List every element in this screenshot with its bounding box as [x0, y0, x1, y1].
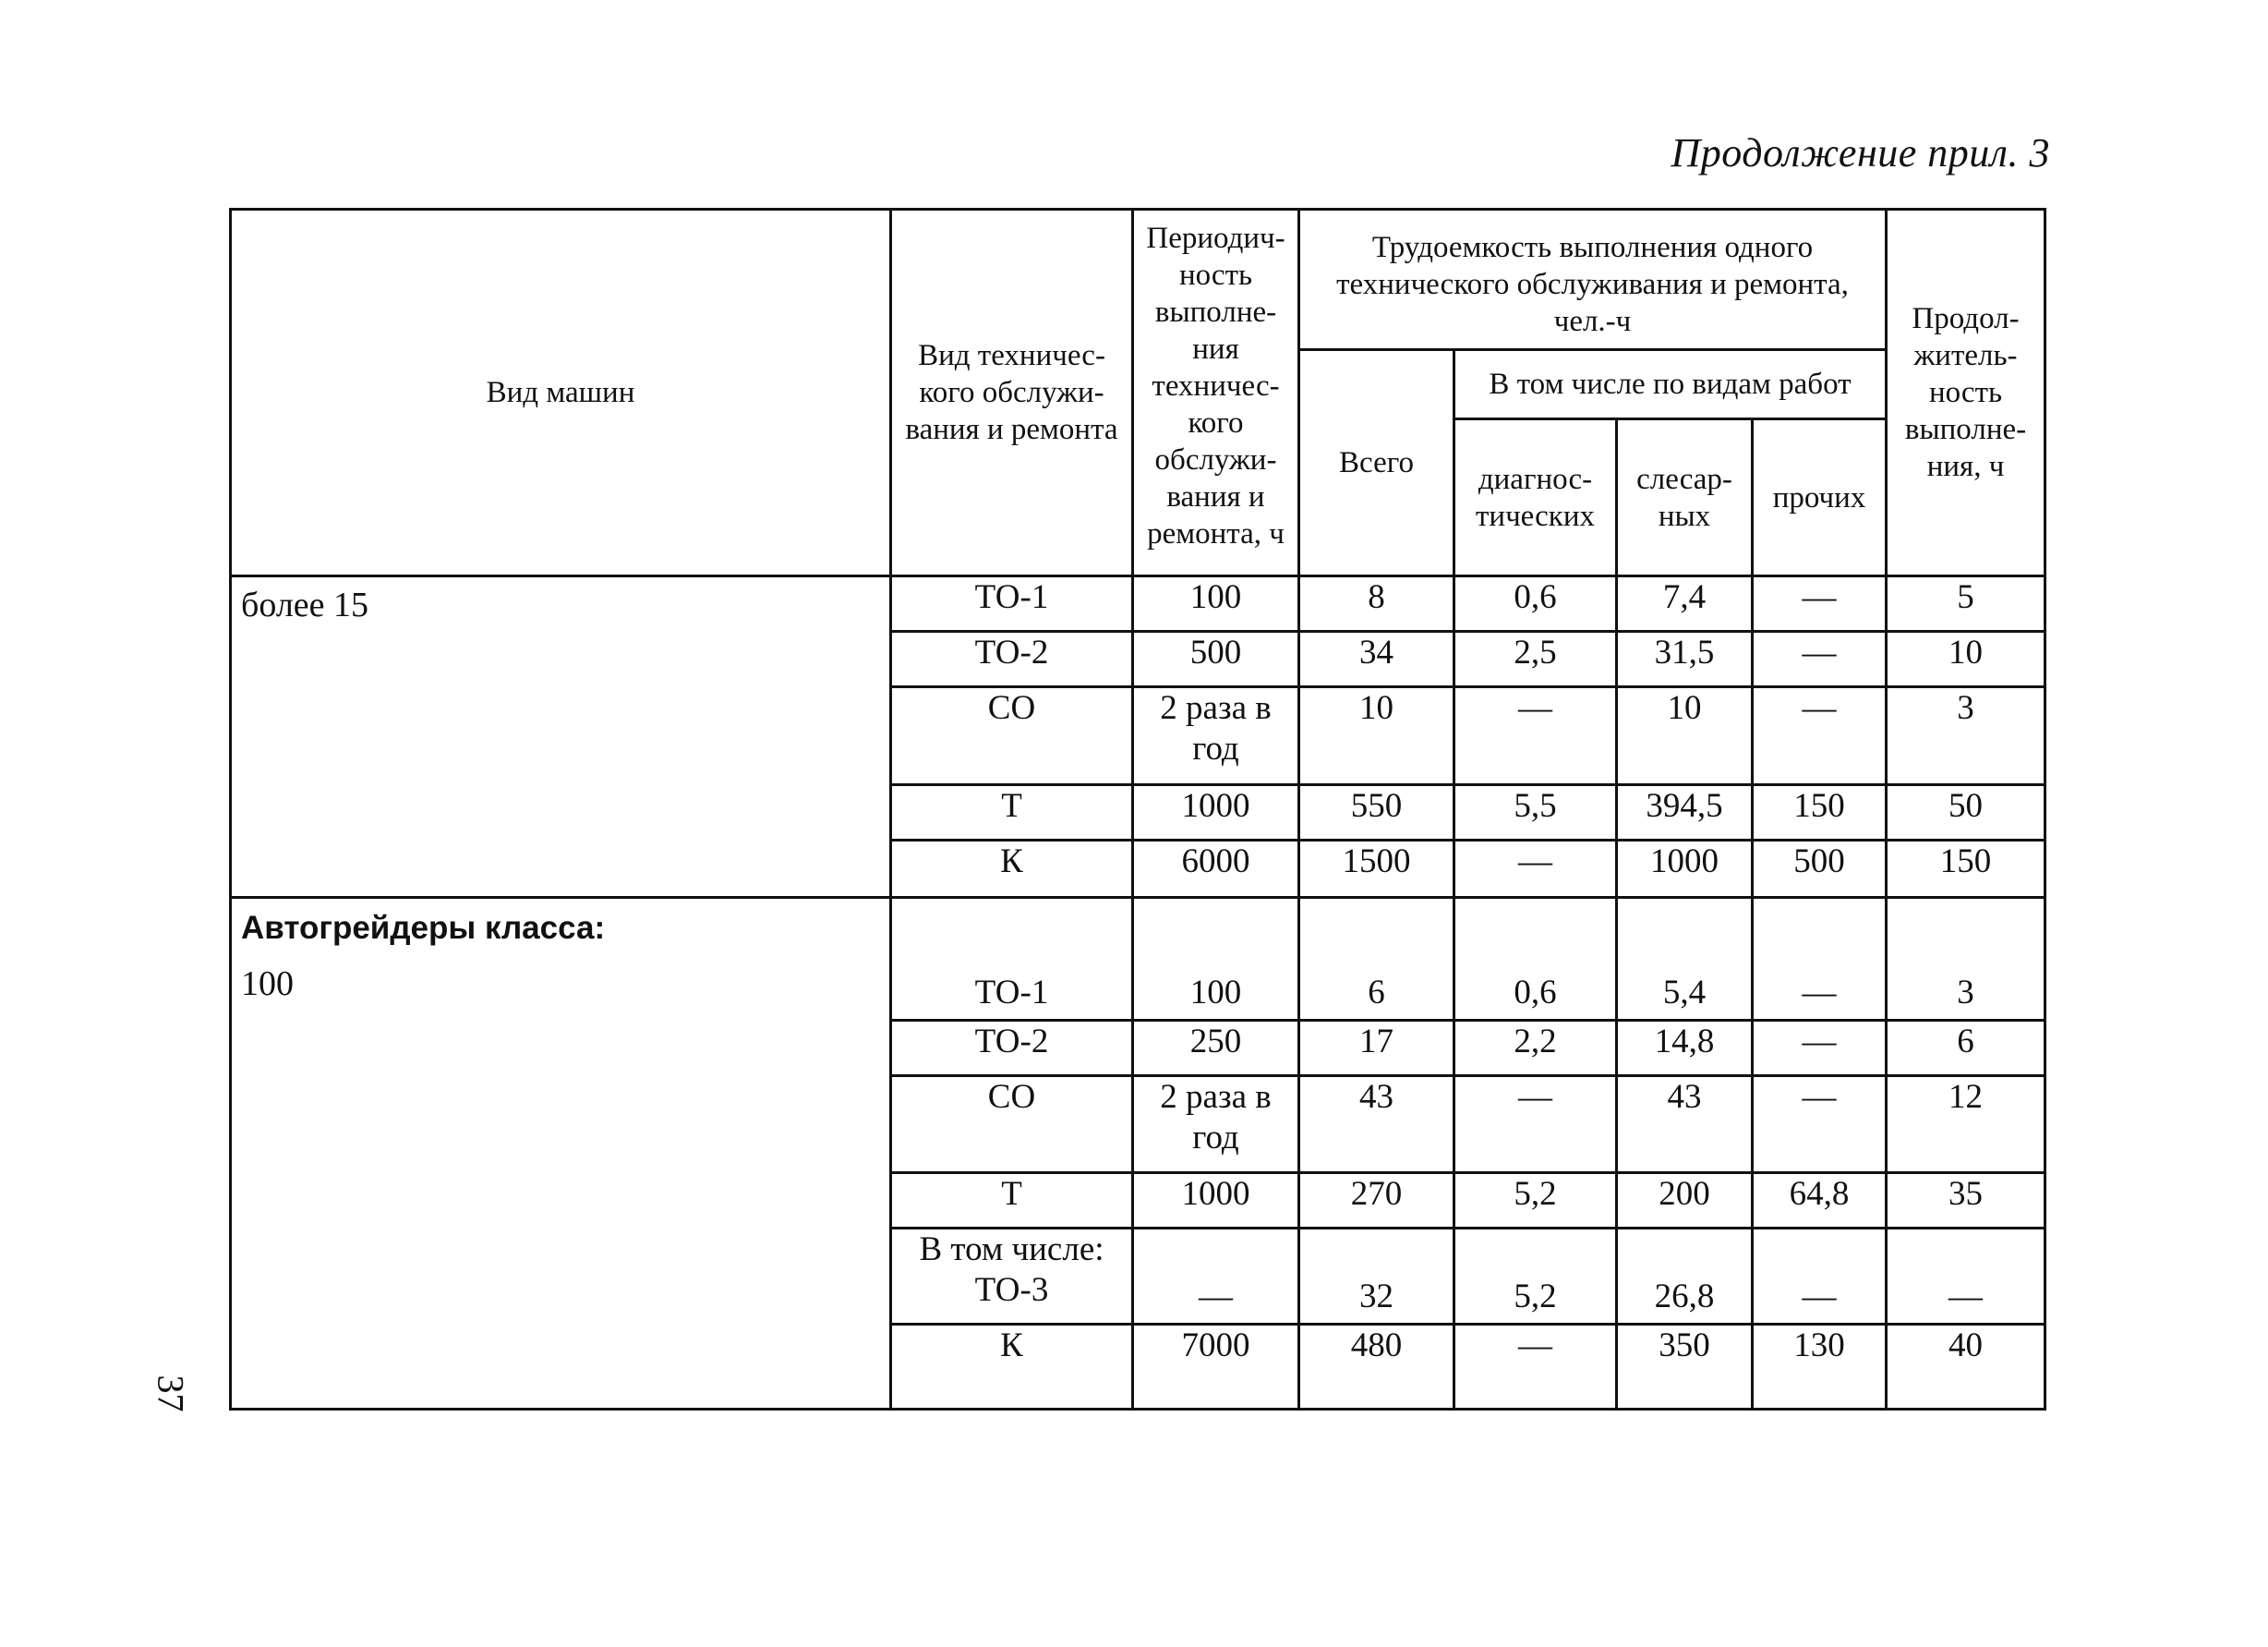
service-cell: К [891, 1325, 1133, 1410]
header-incl-works: В том числе по видам работ [1454, 350, 1887, 419]
diagnostic-cell: 2,5 [1454, 632, 1617, 687]
locksmith-cell: 1000 [1617, 841, 1753, 898]
header-locksmith: слесар-ных [1617, 419, 1753, 576]
service-cell: ТО-2 [891, 632, 1133, 687]
other-cell: 500 [1753, 841, 1887, 898]
table-row [231, 898, 2045, 1021]
duration-cell: 3 [1887, 898, 2045, 1021]
period-cell: 500 [1133, 632, 1299, 687]
service-cell: СО [891, 687, 1133, 785]
diagnostic-cell: 5,5 [1454, 785, 1617, 841]
locksmith-cell: 10 [1617, 687, 1753, 785]
duration-cell: 3 [1887, 687, 2045, 785]
locksmith-cell: 350 [1617, 1325, 1753, 1410]
other-cell: 130 [1753, 1325, 1887, 1410]
locksmith-cell: 394,5 [1617, 785, 1753, 841]
header-service-type: Вид техничес-кого обслужи-вания и ремонта [891, 210, 1133, 576]
duration-cell: 6 [1887, 1021, 2045, 1076]
duration-cell: 40 [1887, 1325, 2045, 1410]
period-cell: 100 [1133, 576, 1299, 632]
locksmith-cell: 5,4 [1617, 898, 1753, 1021]
duration-cell: 150 [1887, 841, 2045, 898]
locksmith-cell: 14,8 [1617, 1021, 1753, 1076]
header-periodicity: Периодич-ность выполне-ния техничес-кого обслужи-вания и ремонта, ч [1133, 210, 1299, 576]
total-cell: 270 [1299, 1173, 1454, 1229]
locksmith-cell: 31,5 [1617, 632, 1753, 687]
duration-cell: — [1887, 1229, 2045, 1325]
machine-class-cell [231, 898, 891, 1410]
total-cell: 480 [1299, 1325, 1454, 1410]
total-cell: 550 [1299, 785, 1454, 841]
duration-cell: 12 [1887, 1076, 2045, 1173]
other-cell: — [1753, 687, 1887, 785]
diagnostic-cell: 0,6 [1454, 898, 1617, 1021]
page-number: 37 [150, 1375, 192, 1412]
other-cell: — [1753, 1229, 1887, 1325]
period-cell: 250 [1133, 1021, 1299, 1076]
machine-class-cell [231, 576, 891, 898]
service-cell: ТО-2 [891, 1021, 1133, 1076]
duration-cell: 10 [1887, 632, 2045, 687]
header-labor-group: Трудоемкость выполнения одного технического обслуживания и ремонта, чел.-ч [1299, 210, 1887, 350]
period-cell: 100 [1133, 898, 1299, 1021]
table-row [231, 576, 2045, 632]
maintenance-table [229, 208, 2046, 1411]
locksmith-cell: 200 [1617, 1173, 1753, 1229]
period-cell: — [1133, 1229, 1299, 1325]
diagnostic-cell: 5,2 [1454, 1229, 1617, 1325]
duration-cell: 50 [1887, 785, 2045, 841]
total-cell: 43 [1299, 1076, 1454, 1173]
total-cell: 34 [1299, 632, 1454, 687]
duration-cell: 35 [1887, 1173, 2045, 1229]
service-cell: К [891, 841, 1133, 898]
total-cell: 6 [1299, 898, 1454, 1021]
period-cell: 6000 [1133, 841, 1299, 898]
page-header: Продолжение прил. 3 [1671, 130, 2050, 176]
machine-class-label: 100 [241, 964, 294, 1003]
other-cell: — [1753, 576, 1887, 632]
total-cell: 1500 [1299, 841, 1454, 898]
service-cell: ТО-1 [891, 576, 1133, 632]
period-cell: 2 раза в год [1133, 1076, 1299, 1173]
locksmith-cell: 7,4 [1617, 576, 1753, 632]
other-cell: 64,8 [1753, 1173, 1887, 1229]
service-cell: ТО-1 [891, 898, 1133, 1021]
total-cell: 8 [1299, 576, 1454, 632]
total-cell: 17 [1299, 1021, 1454, 1076]
service-cell: В том числе: ТО-3 [891, 1229, 1133, 1325]
header-diagnostic: диагнос-тических [1454, 419, 1617, 576]
locksmith-cell: 43 [1617, 1076, 1753, 1173]
service-cell: СО [891, 1076, 1133, 1173]
period-cell: 2 раза в год [1133, 687, 1299, 785]
other-cell: 150 [1753, 785, 1887, 841]
duration-cell: 5 [1887, 576, 2045, 632]
diagnostic-cell: 5,2 [1454, 1173, 1617, 1229]
header-machine-type: Вид машин [231, 210, 891, 576]
machine-class-label: более 15 [241, 586, 369, 624]
other-cell: — [1753, 898, 1887, 1021]
diagnostic-cell: — [1454, 1325, 1617, 1410]
total-cell: 10 [1299, 687, 1454, 785]
diagnostic-cell: — [1454, 687, 1617, 785]
period-cell: 1000 [1133, 785, 1299, 841]
machine-group-label: Автогрейдеры класса: [241, 910, 606, 946]
other-cell: — [1753, 1076, 1887, 1173]
other-cell: — [1753, 1021, 1887, 1076]
header-duration: Продол-житель-ность выполне-ния, ч [1887, 210, 2045, 576]
header-other: прочих [1753, 419, 1887, 576]
diagnostic-cell: — [1454, 1076, 1617, 1173]
header-total: Всего [1299, 350, 1454, 576]
service-cell: Т [891, 1173, 1133, 1229]
period-cell: 1000 [1133, 1173, 1299, 1229]
diagnostic-cell: — [1454, 841, 1617, 898]
service-cell: Т [891, 785, 1133, 841]
total-cell: 32 [1299, 1229, 1454, 1325]
period-cell: 7000 [1133, 1325, 1299, 1410]
header-row-1 [231, 210, 2045, 350]
other-cell: — [1753, 632, 1887, 687]
diagnostic-cell: 2,2 [1454, 1021, 1617, 1076]
locksmith-cell: 26,8 [1617, 1229, 1753, 1325]
diagnostic-cell: 0,6 [1454, 576, 1617, 632]
